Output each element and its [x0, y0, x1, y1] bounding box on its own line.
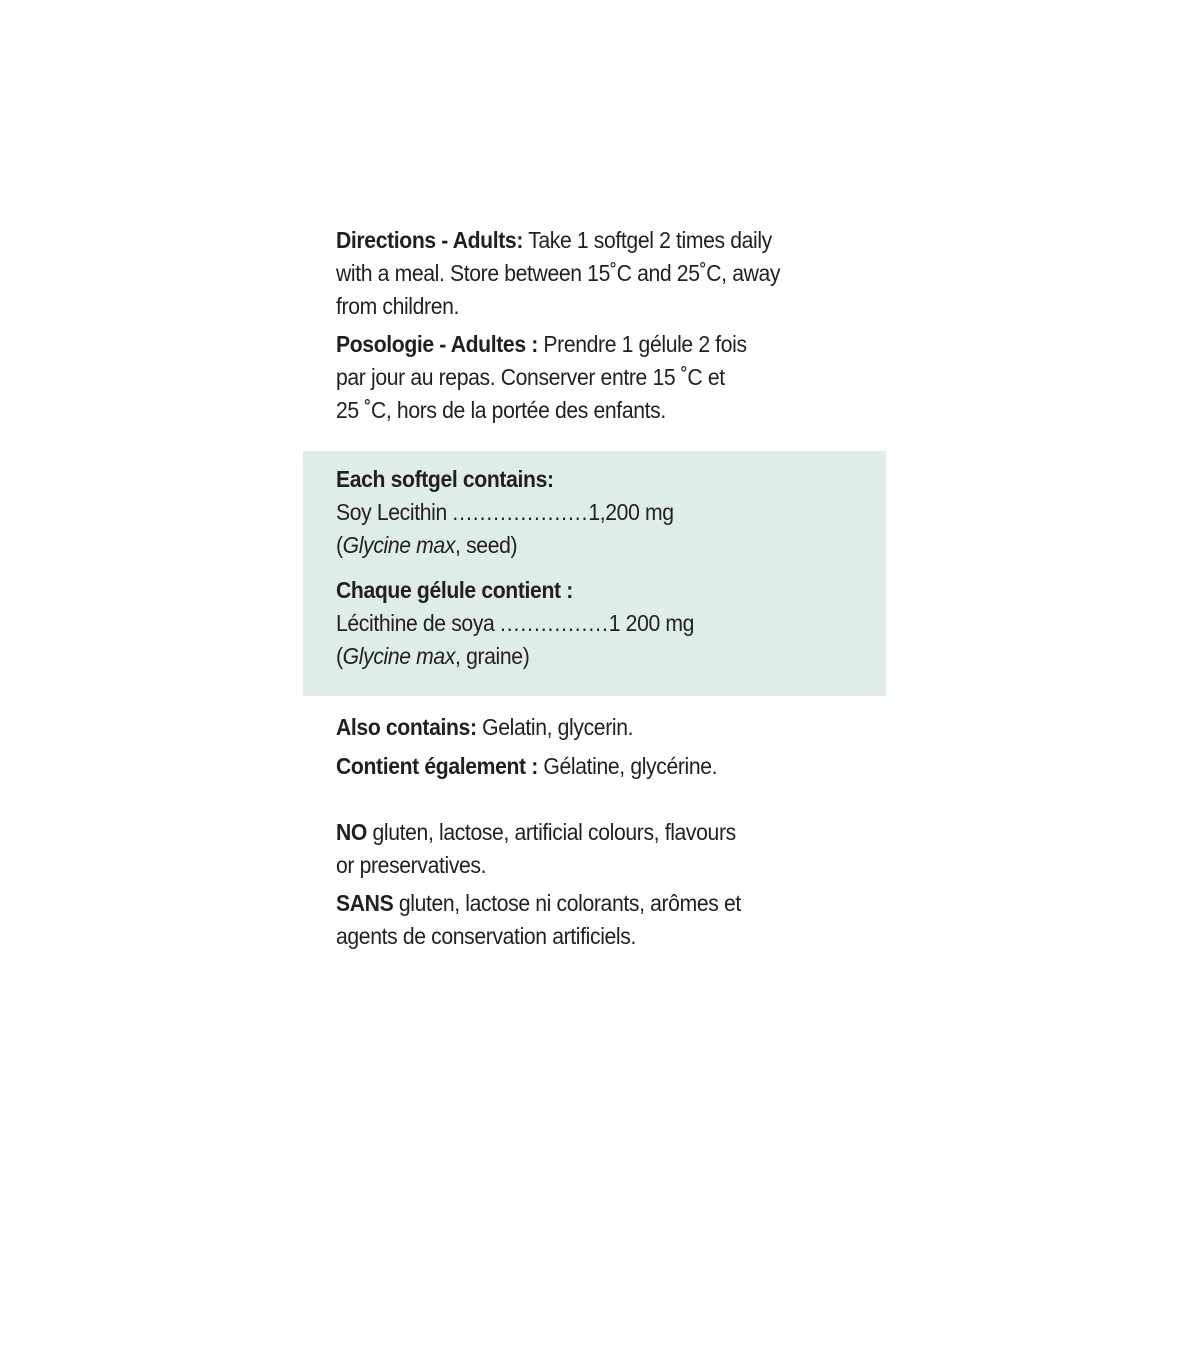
- ingredients-fr: [336, 574, 694, 673]
- no-text-line1: gluten, lactose, artificial colours, flavours: [367, 819, 736, 845]
- ingredient-amount-en: 1,200 mg: [588, 499, 674, 525]
- also-contains-text: Gelatin, glycerin.: [476, 714, 634, 740]
- directions-label: Directions - Adults:: [336, 227, 524, 253]
- ingredients-fr-heading: Chaque gélule contient :: [336, 577, 573, 603]
- posologie-text-line2: par jour au repas. Conserver entre 15 ˚C et: [336, 364, 725, 390]
- ingredients-en: [336, 463, 674, 562]
- directions-text-line2: with a meal. Store between 15˚C and 25˚C, away: [336, 260, 781, 286]
- directions-fr: [336, 328, 747, 427]
- ingredient-name-en: Soy Lecithin: [336, 499, 453, 525]
- directions-text-line1: Take 1 softgel 2 times daily: [523, 227, 772, 253]
- leader-dots-fr: ................: [499, 610, 609, 636]
- free-from-en: [336, 816, 736, 882]
- latin-name-fr: Glycine max: [342, 643, 456, 669]
- free-from-fr: [336, 887, 741, 953]
- contient-egalement-text: Gélatine, glycérine.: [537, 753, 718, 779]
- leader-dots-en: ....................: [452, 499, 589, 525]
- posologie-text-line3: 25 ˚C, hors de la portée des enfants.: [336, 397, 666, 423]
- also-contains-label: Also contains:: [336, 714, 477, 740]
- sans-label: SANS: [336, 890, 394, 916]
- ingredient-row-fr: [336, 607, 694, 640]
- directions-en: [336, 224, 780, 323]
- latin-name-en: Glycine max: [342, 532, 456, 558]
- posologie-label: Posologie - Adultes :: [336, 331, 538, 357]
- posologie-text-line1: Prendre 1 gélule 2 fois: [537, 331, 747, 357]
- ingredient-amount-fr: 1 200 mg: [608, 610, 695, 636]
- no-text-line2: or preservatives.: [336, 852, 487, 878]
- ingredient-source-en: (Glycine max, seed): [336, 532, 518, 558]
- sans-text-line2: agents de conservation artificiels.: [336, 923, 636, 949]
- directions-text-line3: from children.: [336, 293, 460, 319]
- contient-egalement-label: Contient également :: [336, 753, 538, 779]
- ingredient-row-en: [336, 496, 674, 529]
- also-contains-en: [336, 711, 633, 744]
- ingredient-name-fr: Lécithine de soya: [336, 610, 500, 636]
- sans-text-line1: gluten, lactose ni colorants, arômes et: [393, 890, 741, 916]
- ingredient-source-fr: (Glycine max, graine): [336, 643, 530, 669]
- ingredients-en-heading: Each softgel contains:: [336, 466, 554, 492]
- no-label: NO: [336, 819, 368, 845]
- also-contains-fr: [336, 750, 717, 783]
